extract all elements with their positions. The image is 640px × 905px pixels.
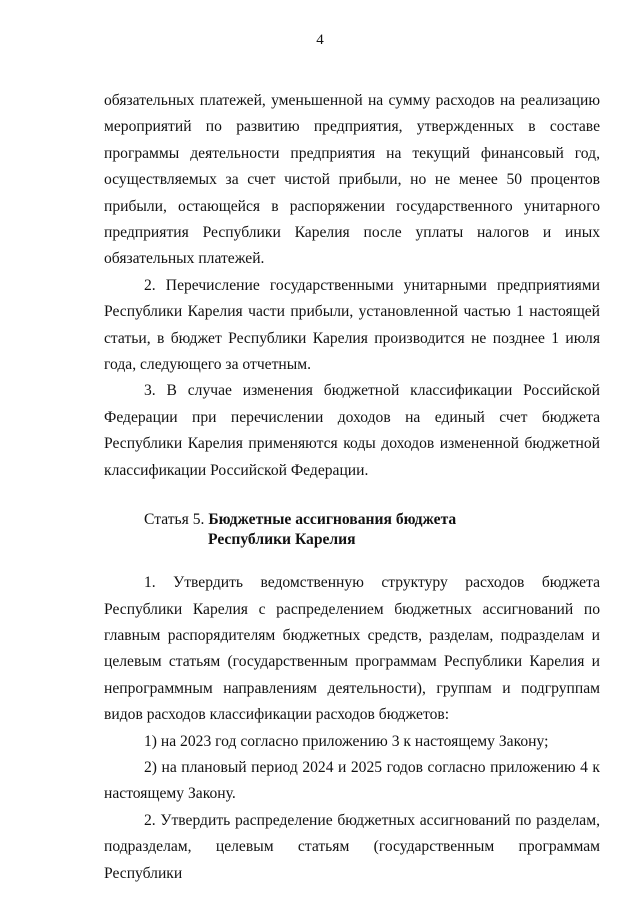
paragraph-subitem-1: 1) на 2023 год согласно приложению 3 к настоящему Закону; bbox=[144, 732, 549, 750]
paragraph-item-3: 3. В случае изменения бюджетной классификации Российской Федерации при перечислении доходов на единый счет бюджета Республики Карелия применяются коды доходов измененной бюджетной классификации Российской Федерации. bbox=[104, 382, 600, 479]
paragraph-article5-item-2: 2. Утвердить распределение бюджетных ассигнований по разделам, подразделам, целевым статьям (государственным программам Республики bbox=[104, 811, 600, 882]
paragraph-item-2: 2. Перечисление государственными унитарными предприятиями Республики Карелия части прибыли, установленной частью 1 настоящей статьи, в бюджет Республики Карелия производится не позднее 1 июля года, следующего за отчетным. bbox=[104, 276, 600, 374]
article-heading bbox=[104, 510, 600, 550]
article-title-line-2: Республики Карелия bbox=[208, 531, 356, 549]
paragraph-subitem-2: 2) на плановый период 2024 и 2025 годов согласно приложению 4 к настоящему Закону. bbox=[104, 758, 600, 803]
article-title-line-1: Бюджетные ассигнования бюджета bbox=[208, 511, 457, 529]
paragraph-continuation: обязательных платежей, уменьшенной на сумму расходов на реализацию мероприятий по развитию предприятия, утвержденных в составе программы деятельности предприятия на текущий финансовый год, осуществляемых за счет чистой прибыли, но не менее 50 процентов прибыли, остающейся в распоряжении государственного унитарного предприятия Республики Карелия после уплаты налогов и иных обязательных платежей. bbox=[104, 92, 600, 268]
article-number: Статья 5. bbox=[144, 511, 205, 529]
page-number: 4 bbox=[316, 32, 324, 48]
document-body bbox=[104, 88, 600, 887]
paragraph-article5-item-1: 1. Утвердить ведомственную структуру расходов бюджета Республики Карелия с распределением бюджетных ассигнований по главным распорядителям бюджетных средств, разделам, подразделам и целевым статьям (государственным программам Республики Карелия и непрограммным направлениям деятельности), группам и подгруппам видов расходов классификации расходов бюджетов: bbox=[104, 574, 600, 724]
